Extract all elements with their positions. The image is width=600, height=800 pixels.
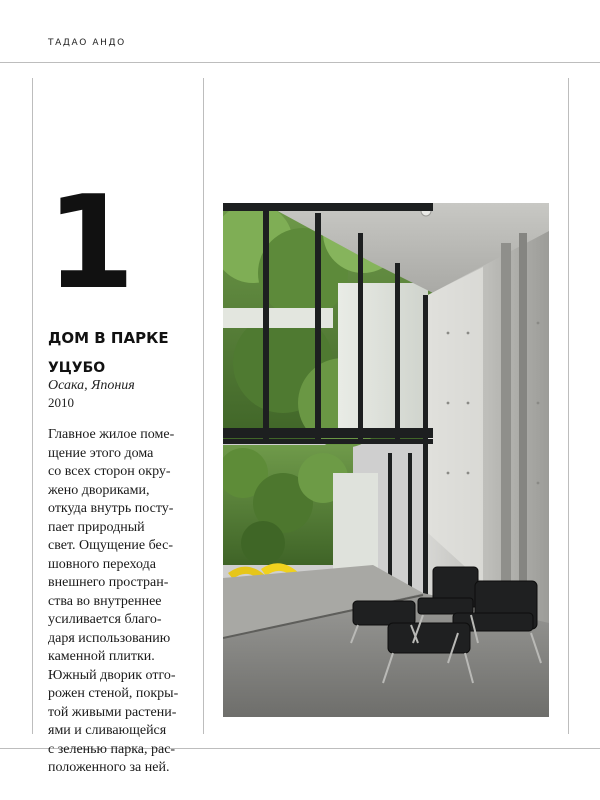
body-line: рожен стеной, покры-	[48, 686, 179, 701]
body-line: ями и сливающейся	[48, 723, 167, 738]
body-line: свет. Ощущение бес-	[48, 538, 173, 553]
body-text	[48, 426, 208, 778]
project-name: УЦУБО	[48, 360, 106, 376]
body-line: жено двориками,	[48, 482, 150, 498]
project-year: 2010	[48, 395, 74, 410]
interior-photo	[223, 203, 549, 717]
body-line: пает природный	[48, 519, 145, 535]
body-line: той живыми растени-	[48, 704, 177, 720]
body-line: положенного за ней.	[48, 760, 170, 775]
body-line: шовного перехода	[48, 556, 156, 572]
body-line: щение этого дома	[48, 445, 154, 461]
body-line: Главное жилое поме-	[48, 427, 175, 442]
body-line: каменной плитки.	[48, 649, 155, 664]
body-line: даря использованию	[48, 630, 171, 646]
body-line: Южный дворик отго-	[48, 667, 176, 683]
body-line: усиливается благо-	[48, 612, 162, 627]
body-line: с зеленью парка, рас-	[48, 741, 176, 757]
project-location: Осака, Япония	[48, 378, 135, 393]
entry-number: 1	[46, 169, 130, 318]
body-line: внешнего простран-	[48, 575, 169, 590]
section-title: ДОМ В ПАРКЕ	[48, 329, 169, 347]
running-title: ТАДАО АНДО	[48, 38, 126, 48]
column-divider-left	[32, 78, 33, 734]
body-line: со всех сторон окру-	[48, 464, 171, 479]
top-rule	[0, 62, 600, 63]
body-line: ства во внутреннее	[48, 593, 162, 609]
column-divider-right	[568, 78, 569, 734]
body-line: откуда внутрь посту-	[48, 501, 174, 516]
